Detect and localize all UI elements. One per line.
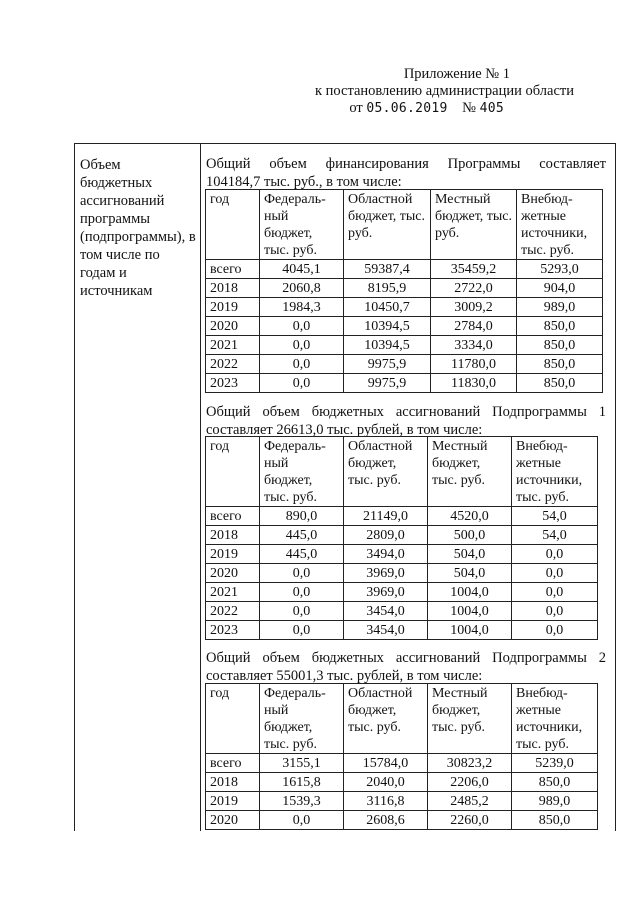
extrabudget-cell: 904,0 — [517, 279, 603, 298]
local-cell: 2260,0 — [428, 811, 512, 830]
regional-cell: 8195,9 — [344, 279, 431, 298]
column-header: Местный бюджет, тыс. руб. — [428, 684, 512, 754]
column-header: Федераль-ный бюджет, тыс. руб. — [260, 190, 344, 260]
regional-cell: 3969,0 — [344, 564, 428, 583]
federal-cell: 2060,8 — [260, 279, 344, 298]
table-row — [206, 336, 603, 355]
section-1-intro-line2: 104184,7 тыс. руб., в том числе: — [206, 174, 402, 190]
year-cell: 2020 — [206, 317, 260, 336]
extrabudget-cell: 850,0 — [517, 336, 603, 355]
local-cell: 3009,2 — [431, 298, 517, 317]
regional-cell: 59387,4 — [344, 260, 431, 279]
local-cell: 2722,0 — [431, 279, 517, 298]
local-cell: 30823,2 — [428, 754, 512, 773]
local-cell: 504,0 — [428, 545, 512, 564]
local-cell: 2206,0 — [428, 773, 512, 792]
year-cell: 2018 — [206, 773, 260, 792]
appendix-title — [404, 66, 510, 83]
year-cell: 2019 — [206, 298, 260, 317]
section-2-intro-line2: составляет 26613,0 тыс. рублей, в том числе: — [206, 422, 483, 438]
year-cell: 2021 — [206, 336, 260, 355]
section-3-intro-line2: составляет 55001,3 тыс. рублей, в том числе: — [206, 668, 483, 684]
year-cell: 2022 — [206, 602, 260, 621]
federal-cell: 3155,1 — [260, 754, 344, 773]
regional-cell: 9975,9 — [344, 355, 431, 374]
number-sign: № — [462, 100, 476, 116]
regional-cell: 10394,5 — [344, 336, 431, 355]
column-header: Областной бюджет, тыс. руб. — [344, 437, 428, 507]
table-row — [206, 279, 603, 298]
year-cell: 2019 — [206, 545, 260, 564]
regional-cell: 9975,9 — [344, 374, 431, 393]
table-row — [206, 564, 598, 583]
column-header: Внебюд-жетные источники, тыс. руб. — [512, 684, 598, 754]
federal-cell: 0,0 — [260, 336, 344, 355]
extrabudget-cell: 0,0 — [512, 583, 598, 602]
federal-cell: 0,0 — [260, 811, 344, 830]
regional-cell: 15784,0 — [344, 754, 428, 773]
federal-cell: 445,0 — [260, 545, 344, 564]
regional-cell: 3454,0 — [344, 621, 428, 640]
regional-cell: 3494,0 — [344, 545, 428, 564]
local-cell: 11780,0 — [431, 355, 517, 374]
table-header-row — [206, 437, 598, 507]
local-cell: 1004,0 — [428, 583, 512, 602]
table-row — [206, 792, 598, 811]
table-header-row — [206, 684, 598, 754]
section-3-intro-line1: Общий объем бюджетных ассигнований Подпрограммы 2 — [206, 650, 606, 666]
federal-cell: 0,0 — [260, 602, 344, 621]
regional-cell: 3969,0 — [344, 583, 428, 602]
local-cell: 500,0 — [428, 526, 512, 545]
column-header: год — [206, 684, 260, 754]
regional-cell: 2040,0 — [344, 773, 428, 792]
extrabudget-cell: 850,0 — [517, 355, 603, 374]
resolution-line-text: к постановлению администрации области — [314, 83, 574, 99]
column-divider — [200, 143, 201, 831]
local-cell: 11830,0 — [431, 374, 517, 393]
column-header: Федераль-ный бюджет, тыс. руб. — [260, 684, 344, 754]
table-row — [206, 260, 603, 279]
extrabudget-cell: 989,0 — [512, 792, 598, 811]
table-row — [206, 602, 598, 621]
year-cell: 2021 — [206, 583, 260, 602]
local-cell: 2784,0 — [431, 317, 517, 336]
section-1-table — [205, 189, 603, 393]
federal-cell: 0,0 — [260, 583, 344, 602]
local-cell: 4520,0 — [428, 507, 512, 526]
table-row — [206, 545, 598, 564]
extrabudget-cell: 850,0 — [512, 811, 598, 830]
table-row — [206, 507, 598, 526]
federal-cell: 0,0 — [260, 374, 344, 393]
table-row — [206, 773, 598, 792]
federal-cell: 0,0 — [260, 355, 344, 374]
extrabudget-cell: 0,0 — [512, 545, 598, 564]
date-prefix: от — [349, 100, 363, 116]
column-header: год — [206, 190, 260, 260]
section-2-intro — [206, 403, 606, 439]
year-cell: 2018 — [206, 526, 260, 545]
regional-cell: 21149,0 — [344, 507, 428, 526]
year-cell: 2018 — [206, 279, 260, 298]
year-cell: всего — [206, 507, 260, 526]
federal-cell: 0,0 — [260, 564, 344, 583]
table-row — [206, 754, 598, 773]
federal-cell: 445,0 — [260, 526, 344, 545]
table-row — [206, 811, 598, 830]
regional-cell: 10450,7 — [344, 298, 431, 317]
year-cell: 2020 — [206, 811, 260, 830]
federal-cell: 1984,3 — [260, 298, 344, 317]
extrabudget-cell: 5293,0 — [517, 260, 603, 279]
column-header: Местный бюджет, тыс. руб. — [428, 437, 512, 507]
resolution-line — [315, 83, 574, 100]
federal-cell: 0,0 — [260, 317, 344, 336]
federal-cell: 1615,8 — [260, 773, 344, 792]
column-header: Областной бюджет, тыс. руб. — [344, 684, 428, 754]
section-2-table — [205, 436, 598, 640]
regional-cell: 2809,0 — [344, 526, 428, 545]
column-header: Федераль-ный бюджет, тыс. руб. — [260, 437, 344, 507]
local-cell: 504,0 — [428, 564, 512, 583]
section-2-intro-line1: Общий объем бюджетных ассигнований Подпрограммы 1 — [206, 404, 606, 420]
section-3-table — [205, 683, 598, 830]
extrabudget-cell: 0,0 — [512, 621, 598, 640]
regional-cell: 3116,8 — [344, 792, 428, 811]
date-value: 05.06.2019 — [366, 101, 448, 116]
year-cell: 2022 — [206, 355, 260, 374]
year-cell: всего — [206, 754, 260, 773]
table-row — [206, 526, 598, 545]
column-header: Местный бюджет, тыс. руб. — [431, 190, 517, 260]
year-cell: 2020 — [206, 564, 260, 583]
year-cell: 2023 — [206, 621, 260, 640]
table-row — [206, 355, 603, 374]
table-row — [206, 583, 598, 602]
extrabudget-cell: 989,0 — [517, 298, 603, 317]
table-row — [206, 374, 603, 393]
regional-cell: 3454,0 — [344, 602, 428, 621]
year-cell: 2023 — [206, 374, 260, 393]
table-row — [206, 317, 603, 336]
column-header: Областной бюджет, тыс. руб. — [344, 190, 431, 260]
number-value: 405 — [479, 101, 504, 116]
local-cell: 3334,0 — [431, 336, 517, 355]
local-cell: 1004,0 — [428, 621, 512, 640]
extrabudget-cell: 54,0 — [512, 526, 598, 545]
federal-cell: 0,0 — [260, 621, 344, 640]
appendix-title-text: Приложение № 1 — [403, 66, 510, 82]
regional-cell: 2608,6 — [344, 811, 428, 830]
extrabudget-cell: 0,0 — [512, 564, 598, 583]
federal-cell: 1539,3 — [260, 792, 344, 811]
section-1-intro — [206, 155, 606, 191]
federal-cell: 890,0 — [260, 507, 344, 526]
section-3-intro — [206, 649, 606, 685]
local-cell: 1004,0 — [428, 602, 512, 621]
local-cell: 2485,2 — [428, 792, 512, 811]
local-cell: 35459,2 — [431, 260, 517, 279]
column-header: год — [206, 437, 260, 507]
extrabudget-cell: 850,0 — [517, 374, 603, 393]
extrabudget-cell: 54,0 — [512, 507, 598, 526]
federal-cell: 4045,1 — [260, 260, 344, 279]
regional-cell: 10394,5 — [344, 317, 431, 336]
table-row — [206, 298, 603, 317]
extrabudget-cell: 0,0 — [512, 602, 598, 621]
column-header: Внебюд-жетные источники, тыс. руб. — [512, 437, 598, 507]
column-header: Внебюд-жетные источники, тыс. руб. — [517, 190, 603, 260]
year-cell: всего — [206, 260, 260, 279]
section-1-intro-line1: Общий объем финансирования Программы составляет — [206, 156, 606, 172]
table-row — [206, 621, 598, 640]
date-line — [349, 100, 504, 117]
extrabudget-cell: 850,0 — [512, 773, 598, 792]
left-cell-label: Объем бюджетных ассигнований программы (подпрограммы), в том числе по годам и источникам — [80, 157, 196, 299]
table-header-row — [206, 190, 603, 260]
year-cell: 2019 — [206, 792, 260, 811]
extrabudget-cell: 5239,0 — [512, 754, 598, 773]
extrabudget-cell: 850,0 — [517, 317, 603, 336]
